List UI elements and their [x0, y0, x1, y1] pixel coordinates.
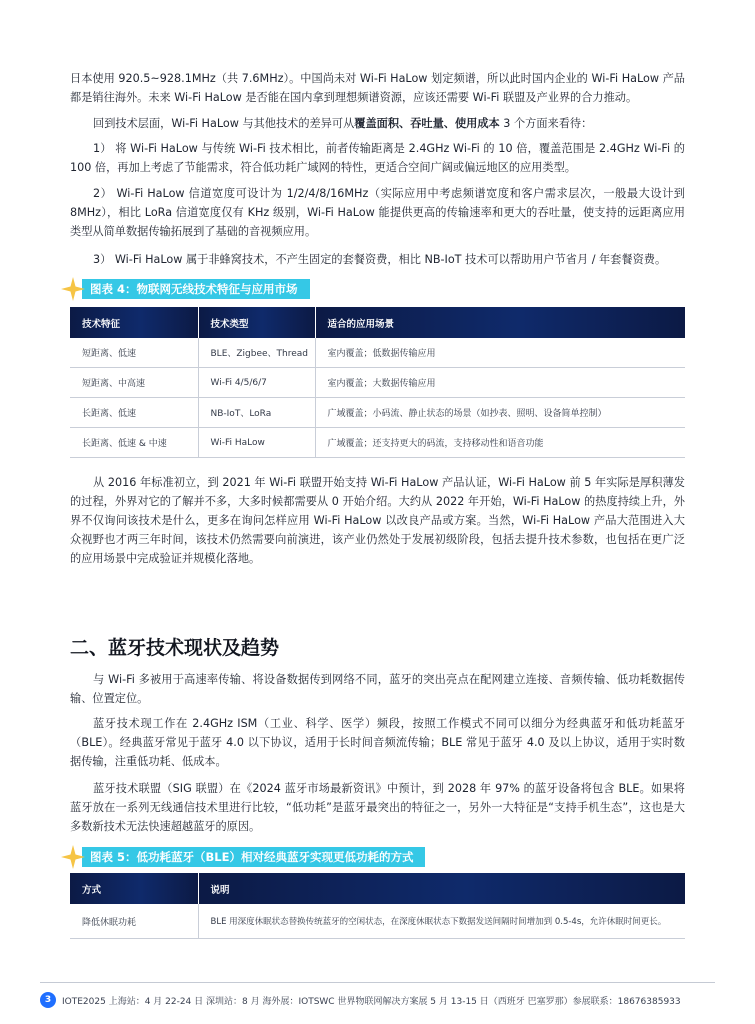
paragraph-halow-history: 从 2016 年标准初立，到 2021 年 Wi-Fi 联盟开始支持 Wi-Fi HaLow 产品认证，Wi-Fi HaLow 前 5 年实际是厚积薄发的过程，外界对它的了解并不多，大多时候都需要从 0 开始介绍。大约从 2022 年开始，Wi-Fi HaLow 的热度持续上升，外界不仅询问该技术是什么，更多在询问怎样应用 Wi-Fi HaLow 以改良产品或方案。当然，Wi-Fi HaLow 产品大范围进入大众视野也才两三年时间，该技术仍然需要向前演进，该产业仍然处于发展初级阶段，包括去提升技术参数，也包括在更广泛的应用场景中完成验证并规模化落地。 [70, 476, 685, 565]
table-cell: NB-IoT、LoRa [198, 398, 315, 428]
table-cell: Wi-Fi HaLow [198, 428, 315, 458]
figure4-table [70, 307, 685, 458]
table-cell: 长距离、低速 [70, 398, 198, 428]
table-row [70, 338, 685, 368]
table-cell: 广域覆盖；还支持更大的码流，支持移动性和语音功能 [315, 428, 685, 458]
bluetooth-paragraph-1: 与 Wi-Fi 多被用于高速率传输、将设备数据传到网络不同，蓝牙的突出亮点在配网建立连接、音频传输、低功耗数据传输、位置定位。 [70, 673, 685, 705]
table-cell: Wi-Fi 4/5/6/7 [198, 368, 315, 398]
table-cell: 短距离、低速 [70, 338, 198, 368]
table-header-cell: 技术特征 [70, 307, 198, 338]
table-header-cell: 方式 [70, 873, 198, 904]
table-header-row [70, 873, 685, 904]
sparkle-icon [60, 844, 86, 870]
intro-paragraph-4: 2） Wi-Fi HaLow 信道宽度可设计为 1/2/4/8/16MHz（实际应用中考虑频谱宽度和客户需求层次，一般最大设计到 8MHz），相比 LoRa 信道宽度仅有 KHz 级别，Wi-Fi HaLow 能提供更高的传输速率和更大的吞吐量，使支持的远距离应用类型从简单数据传输拓展到了基础的音视频应用。 [70, 187, 685, 238]
table-header-cell: 技术类型 [198, 307, 315, 338]
table-row [70, 428, 685, 458]
footer-divider [40, 982, 715, 983]
table-header-cell: 适合的应用场景 [315, 307, 685, 338]
table-cell: 长距离、低速 & 中速 [70, 428, 198, 458]
table-row [70, 368, 685, 398]
footer-text: IOTE2025 上海站：4 月 22-24 日 深圳站：8 月 海外展：IOTSWC 世界物联网解决方案展 5 月 13-15 日（西班牙 巴塞罗那）参展联系：18676385933 [62, 996, 681, 1007]
intro-paragraph-5: 3） Wi-Fi HaLow 属于非蜂窝技术，不产生固定的套餐资费，相比 NB-IoT 技术可以帮助用户节省月 / 年套餐资费。 [93, 253, 667, 266]
figure5-title: 图表 5：低功耗蓝牙（BLE）相对经典蓝牙实现更低功耗的方式 [82, 847, 425, 867]
table-cell: 广域覆盖；小码流、静止状态的场景（如抄表、照明、设备简单控制） [315, 398, 685, 428]
figure5-title-bar [60, 846, 425, 868]
table-cell: 降低休眠功耗 [70, 904, 198, 939]
intro-paragraph-2 [70, 114, 685, 133]
bluetooth-paragraph-2: 蓝牙技术现工作在 2.4GHz ISM（工业、科学、医学）频段，按照工作模式不同可以细分为经典蓝牙和低功耗蓝牙（BLE）。经典蓝牙常见于蓝牙 4.0 以下协议，适用于长时间音频流传输；BLE 常见于蓝牙 4.0 及以上协议，适用于实时数据传输，注重低功耗、低成本。 [70, 717, 685, 768]
figure4-title: 图表 4：物联网无线技术特征与应用市场 [82, 279, 310, 299]
table-row [70, 398, 685, 428]
table-header-row [70, 307, 685, 338]
page-footer [40, 992, 681, 1008]
page-number: 3 [40, 992, 56, 1008]
intro-paragraph-1: 日本使用 920.5~928.1MHz（共 7.6MHz）。中国尚未对 Wi-Fi HaLow 划定频谱，所以此时国内企业的 Wi-Fi HaLow 产品都是销往海外。未来 Wi-Fi HaLow 是否能在国内拿到理想频谱资源，应该还需要 Wi-Fi 联盟及产业界的合力推动。 [70, 72, 685, 104]
bluetooth-paragraph-3: 蓝牙技术联盟（SIG 联盟）在《2024 蓝牙市场最新资讯》中预计，到 2028 年 97% 的蓝牙设备将包含 BLE。如果将蓝牙放在一系列无线通信技术里进行比较，“低功耗”是蓝牙最突出的特征之一，另外一大特征是“支持手机生态”，这也是大多数新技术无法快速超越蓝牙的原因。 [70, 782, 685, 833]
table-cell: 室内覆盖；大数据传输应用 [315, 368, 685, 398]
section-heading: 二、蓝牙技术现状及趋势 [70, 637, 280, 659]
figure4-title-bar [60, 278, 310, 300]
table-row [70, 904, 685, 939]
intro-p2-prefix: 回到技术层面，Wi-Fi HaLow 与其他技术的差异可从 [93, 117, 355, 130]
sparkle-icon [60, 276, 86, 302]
table-header-cell: 说明 [198, 873, 685, 904]
intro-paragraph-3: 1） 将 Wi-Fi HaLow 与传统 Wi-Fi 技术相比，前者传输距离是 2.4GHz Wi-Fi 的 10 倍，覆盖范围是 2.4GHz Wi-Fi 的 100 倍，再加上考虑了节能需求，符合低功耗广域网的特性，更适合空间广阔或偏远地区的应用类型。 [70, 142, 685, 174]
intro-p2-suffix: 3 个方面来看待： [499, 117, 593, 130]
table-cell: BLE 用深度休眠状态替换传统蓝牙的空闲状态，在深度休眠状态下数据发送间隔时间增加到 0.5-4s，允许休眠时间更长。 [198, 904, 685, 939]
intro-p2-bold: 覆盖面积、吞吐量、使用成本 [354, 117, 500, 130]
table-cell: BLE、Zigbee、Thread [198, 338, 315, 368]
figure5-table [70, 873, 685, 939]
table-cell: 短距离、中高速 [70, 368, 198, 398]
table-cell: 室内覆盖；低数据传输应用 [315, 338, 685, 368]
